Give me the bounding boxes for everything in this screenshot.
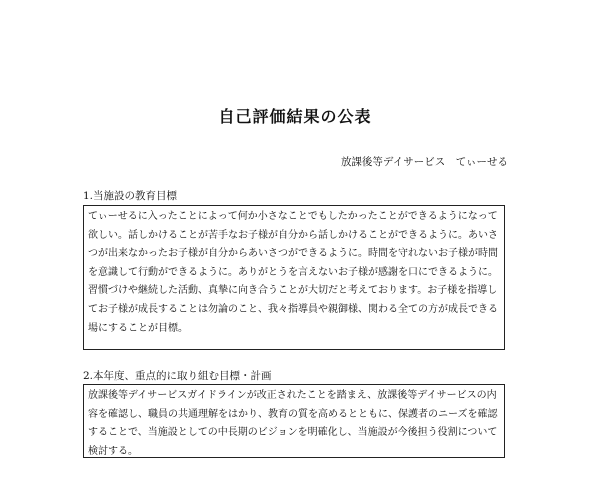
section-paragraph: 放課後等デイサービスガイドラインが改正されたことを踏まえ、放課後等デイサービスの内容を確認し、職員の共通理解をはかり、教育の質を高めるとともに、保護者のニーズを確認することで、当施設としての中長期のビジョンを明確化し、当施設が今後担う役割について検討する。: [88, 390, 498, 457]
document-title: 自己評価結果の公表: [218, 107, 372, 126]
section-box-education-goal: [83, 205, 505, 350]
organization-name: 放課後等デイサービス てぃーせる: [340, 156, 508, 168]
section-paragraph: 習慣づけや継続した活動、真摯に向き合うことが大切だと考えております。お子様を指導してお子様が成長することは勿論のこと、我々指導員や親御様、関わる全ての方が成長できる場にすることが目標。: [88, 285, 498, 334]
section-paragraph: てぃーせるに入ったことによって何か小さなことでもしたかったことができるようになって欲しい。話しかけることが苦手なお子様が自分から話しかけることができるように。あいさつが出来なかったお子様が自分からあいさつができるように。時間を守れないお子様が時間を意識して行動ができるように。ありがとうを言えないお子様が感謝を口にできるように。: [88, 211, 498, 278]
section-box-priority-plan: [83, 384, 505, 458]
section-heading-education-goal: 1.当施設の教育目標: [83, 190, 178, 202]
section-heading-priority-plan: 2.本年度、重点的に取り組む目標・計画: [83, 370, 272, 382]
